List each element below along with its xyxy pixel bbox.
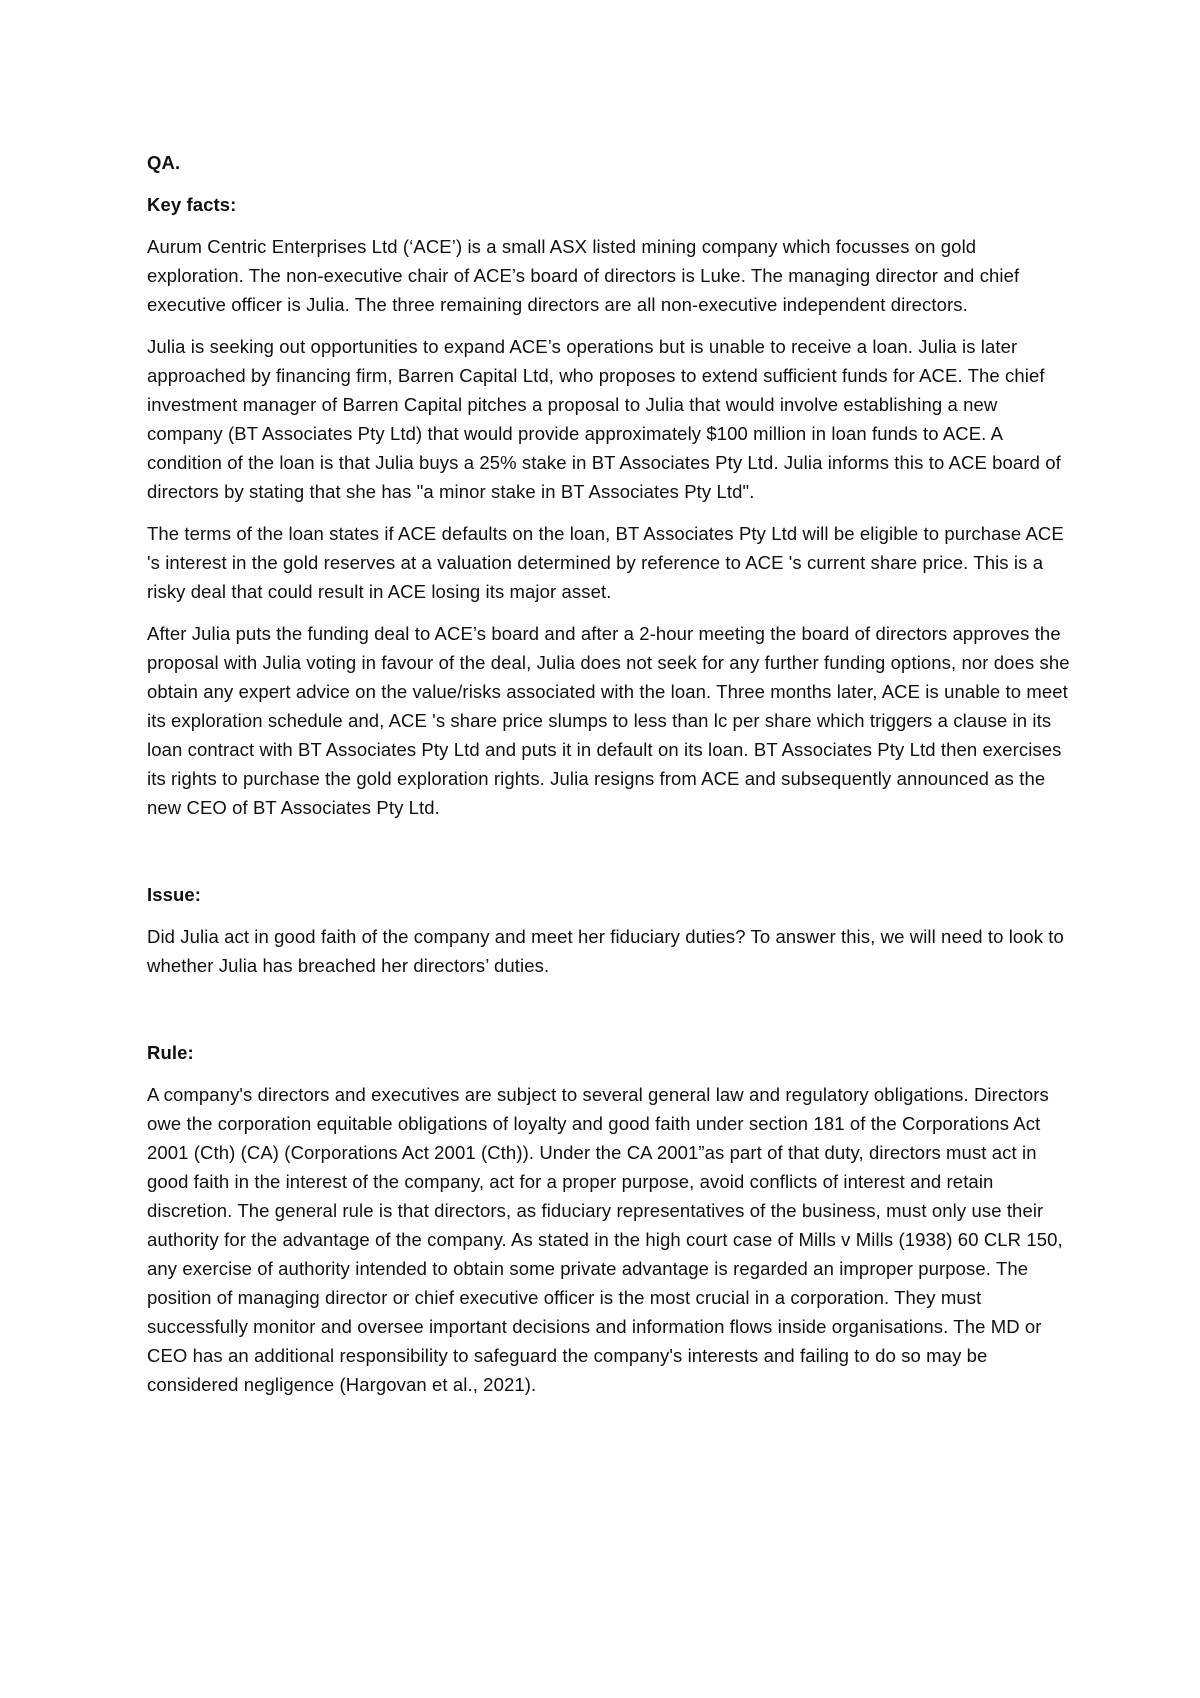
document-title: QA.	[147, 152, 181, 173]
section-spacer	[147, 835, 1072, 880]
section-spacer	[147, 993, 1072, 1038]
key-facts-paragraph-1: Aurum Centric Enterprises Ltd (‘ACE’) is a small ASX listed mining company which focusses on gold exploration. The non-executive chair of ACE’s board of directors is Luke. The managing director and chief executive officer is Julia. The three remaining directors are all non-executive independent directors.	[147, 236, 1020, 315]
key-facts-paragraph-2: Julia is seeking out opportunities to expand ACE’s operations but is unable to receive a loan. Julia is later approached by financing firm, Barren Capital Ltd, who proposes to extend sufficient funds for ACE. The chief investment manager of Barren Capital pitches a proposal to Julia that would involve establishing a new company (BT Associates Pty Ltd) that would provide approximately $100 million in loan funds to ACE. A condition of the loan is that Julia buys a 25% stake in BT Associates Pty Ltd. Julia informs this to ACE board of directors by stating that she has "a minor stake in BT Associates Pty Ltd".	[147, 336, 1061, 502]
rule-paragraph: A company's directors and executives are subject to several general law and regulatory obligations. Directors owe the corporation equitable obligations of loyalty and good faith under section 181 of the Corporations Act 2001 (Cth) (CA) (Corporations Act 2001 (Cth)). Under the CA 2001”as part of that duty, directors must act in good faith in the interest of the company, act for a proper purpose, avoid conflicts of interest and retain discretion. The general rule is that directors, as fiduciary representatives of the business, must only use their authority for the advantage of the company. As stated in the high court case of Mills v Mills (1938) 60 CLR 150, any exercise of authority intended to obtain some private advantage is regarded an improper purpose. The position of managing director or chief executive officer is the most crucial in a corporation. They must successfully monitor and oversee important decisions and information flows inside organisations. The MD or CEO has an additional responsibility to safeguard the company's interests and failing to do so may be considered negligence (Hargovan et al., 2021).	[147, 1084, 1063, 1395]
rule-heading: Rule:	[147, 1042, 194, 1063]
issue-paragraph: Did Julia act in good faith of the company and meet her fiduciary duties? To answer this, we will need to look to whether Julia has breached her directors’ duties.	[147, 926, 1064, 976]
key-facts-paragraph-3: The terms of the loan states if ACE defaults on the loan, BT Associates Pty Ltd will be eligible to purchase ACE 's interest in the gold reserves at a valuation determined by reference to ACE 's current share price. This is a risky deal that could result in ACE losing its major asset.	[147, 523, 1064, 602]
issue-heading: Issue:	[147, 884, 202, 905]
key-facts-heading: Key facts:	[147, 194, 237, 215]
key-facts-paragraph-4: After Julia puts the funding deal to ACE’s board and after a 2-hour meeting the board of directors approves the proposal with Julia voting in favour of the deal, Julia does not seek for any further funding options, nor does she obtain any expert advice on the value/risks associated with the loan. Three months later, ACE is unable to meet its exploration schedule and, ACE 's share price slumps to less than lc per share which triggers a clause in its loan contract with BT Associates Pty Ltd and puts it in default on its loan. BT Associates Pty Ltd then exercises its rights to purchase the gold exploration rights. Julia resigns from ACE and subsequently announced as the new CEO of BT Associates Pty Ltd.	[147, 623, 1070, 818]
document-page	[147, 148, 1072, 1412]
